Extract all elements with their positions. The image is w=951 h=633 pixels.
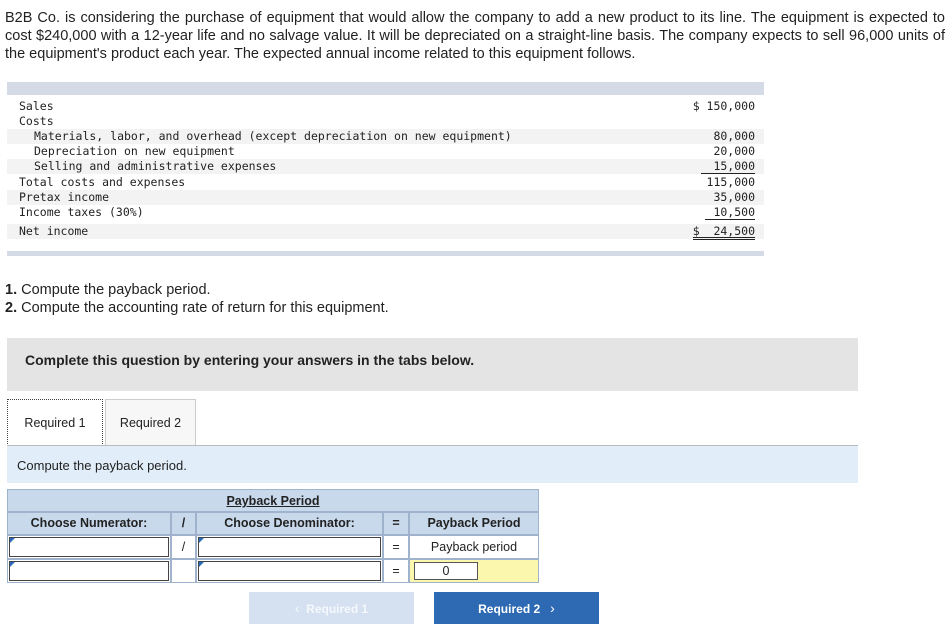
divide-operator-row-2	[171, 559, 196, 583]
income-statement-table	[7, 82, 764, 256]
pretax-row	[7, 190, 764, 205]
question-2-number: 2.	[5, 300, 18, 316]
net-income-label: Net income	[19, 224, 89, 238]
sales-value: $ 150,000	[692, 99, 755, 113]
numerator-input-row-2[interactable]	[9, 561, 169, 581]
tab-instructions-text: Compute the payback period.	[17, 458, 187, 473]
question-2	[5, 299, 389, 317]
income-tax-label: Income taxes (30%)	[19, 205, 144, 219]
materials-row	[7, 129, 764, 144]
sales-label: Sales	[19, 99, 54, 113]
instruction-banner	[7, 338, 858, 391]
depreciation-row	[7, 144, 764, 159]
total-costs-row	[7, 175, 764, 190]
denominator-select-row-1[interactable]	[198, 537, 381, 557]
total-costs-value: 115,000	[706, 175, 755, 189]
depreciation-value: 20,000	[713, 144, 755, 158]
tab-required-1[interactable]: Required 1	[7, 399, 103, 446]
problem-description: B2B Co. is considering the purchase of equipment that would allow the company to add a new product to its line. The equipment is expected to cost $240,000 with a 12-year life and no salvage value. It will be depreciated on a straight-line basis. The company expects to sell 96,000 units of the equipment's product each year. The expected annual income related to this equipment follows.	[5, 10, 945, 62]
materials-label: Materials, labor, and overhead (except depreciation on new equipment)	[34, 129, 512, 143]
pretax-label: Pretax income	[19, 190, 110, 204]
denominator-input-row-2[interactable]	[198, 561, 381, 581]
selling-row	[7, 159, 764, 174]
chevron-right-icon: ›	[550, 600, 555, 616]
denominator-cell-row-1	[196, 535, 383, 559]
chevron-left-icon: ‹	[294, 600, 300, 616]
divide-operator-row-1: /	[171, 535, 196, 559]
instruction-text: Complete this question by entering your answers in the tabs below.	[25, 352, 475, 368]
equals-operator-header: =	[383, 512, 409, 535]
question-1	[5, 281, 389, 299]
numerator-header: Choose Numerator:	[7, 512, 171, 535]
numerator-select-row-1[interactable]	[9, 537, 169, 557]
question-1-text: Compute the payback period.	[17, 282, 211, 298]
net-income-row	[7, 224, 764, 239]
payback-table-title-text: Payback Period	[226, 494, 320, 508]
question-2-text: Compute the accounting rate of return for this equipment.	[17, 300, 389, 316]
costs-row	[7, 114, 764, 129]
income-tax-value: 10,500	[705, 205, 755, 220]
equals-operator-row-2: =	[383, 559, 409, 583]
equals-operator-row-1: =	[383, 535, 409, 559]
next-tab-label: Required 2	[478, 602, 541, 616]
selling-label: Selling and administrative expenses	[34, 159, 277, 173]
selling-value: 15,000	[701, 159, 755, 174]
tab-required-2[interactable]: Required 2	[105, 399, 196, 446]
numerator-cell-row-1	[7, 535, 171, 559]
total-costs-label: Total costs and expenses	[19, 175, 186, 189]
depreciation-label: Depreciation on new equipment	[34, 144, 235, 158]
pretax-value: 35,000	[713, 190, 755, 204]
materials-value: 80,000	[713, 129, 755, 143]
previous-tab-label: Required 1	[306, 602, 369, 616]
payback-table-title	[7, 489, 539, 512]
tab-instructions-panel	[7, 446, 858, 483]
sales-row	[7, 99, 764, 114]
payback-result-value: 0	[414, 562, 478, 580]
net-income-value: $ 24,500	[692, 224, 755, 238]
previous-tab-button[interactable]	[249, 592, 414, 624]
question-1-number: 1.	[5, 282, 18, 298]
income-tax-row	[7, 205, 764, 220]
costs-label: Costs	[19, 114, 54, 128]
divide-operator-header: /	[171, 512, 196, 535]
denominator-header: Choose Denominator:	[196, 512, 383, 535]
denominator-cell-row-2	[196, 559, 383, 583]
numerator-cell-row-2	[7, 559, 171, 583]
payback-result-cell	[409, 559, 539, 583]
payback-period-label: Payback period	[409, 535, 539, 559]
result-header: Payback Period	[409, 512, 539, 535]
question-list	[5, 281, 389, 317]
next-tab-button[interactable]	[434, 592, 599, 624]
